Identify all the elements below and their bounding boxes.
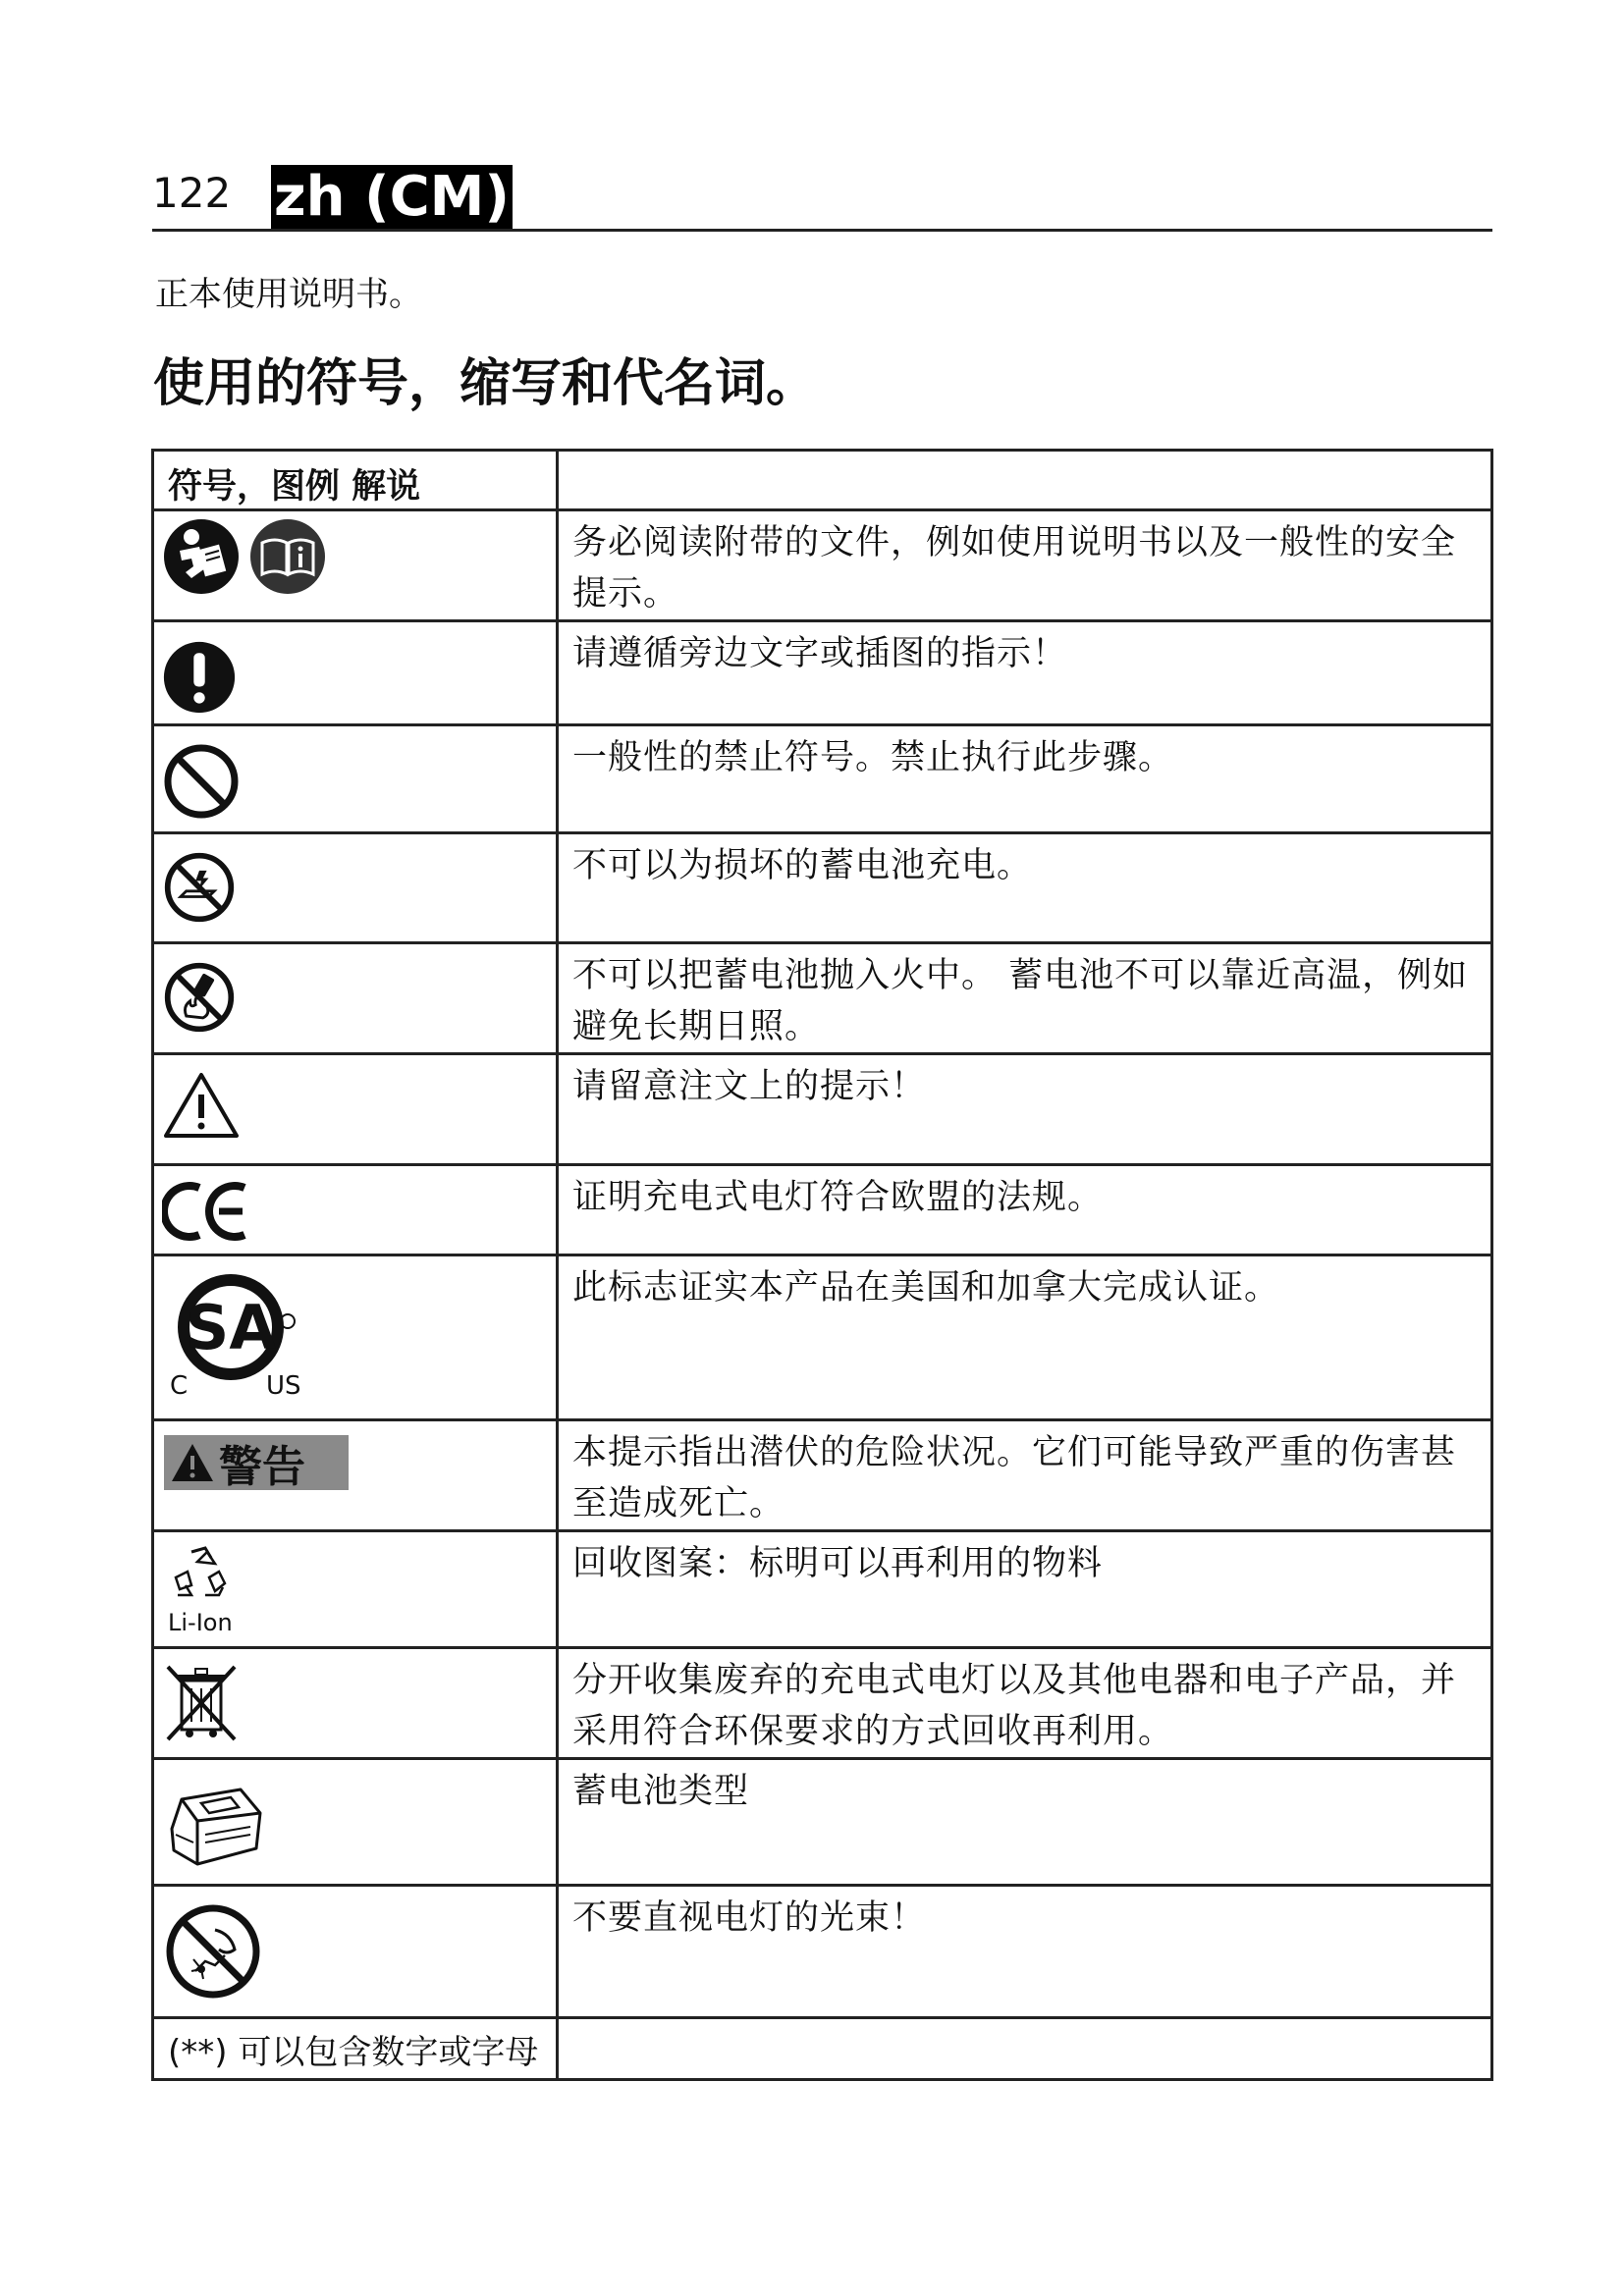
symbols-table xyxy=(151,449,1493,2081)
row-description: 回收图案：标明可以再利用的物料 xyxy=(558,1531,1492,1648)
row-description: 一般性的禁止符号。禁止执行此步骤。 xyxy=(558,725,1492,833)
language-badge: zh (CM) xyxy=(271,165,513,230)
battery-pack-icon xyxy=(162,1770,270,1878)
recycling-li-ion-icon xyxy=(162,1542,250,1640)
csa-mark-text: SA xyxy=(185,1292,277,1363)
warning-triangle-icon xyxy=(162,1071,241,1140)
table-row xyxy=(153,1420,1492,1531)
no-battery-in-fire-icon xyxy=(162,960,237,1035)
table-row xyxy=(153,1531,1492,1648)
page-number: 122 xyxy=(152,169,232,217)
prohibition-icon xyxy=(162,742,241,821)
warning-label-text: 警告 xyxy=(219,1442,305,1492)
table-row xyxy=(153,1886,1492,2018)
li-ion-label: Li-Ion xyxy=(168,1609,233,1636)
table-header-row xyxy=(153,451,1492,510)
warning-label-icon xyxy=(164,1435,349,1490)
table-row xyxy=(153,943,1492,1054)
row-description: 蓄电池类型 xyxy=(558,1759,1492,1886)
row-description: 此标志证实本产品在美国和加拿大完成认证。 xyxy=(558,1255,1492,1420)
table-row xyxy=(153,1054,1492,1165)
row-description: 不可以把蓄电池抛入火中。 蓄电池不可以靠近高温，例如 避免长期日照。 xyxy=(558,943,1492,1054)
manual-info-icon xyxy=(248,517,327,596)
warning-triangle-icon xyxy=(170,1440,215,1485)
csa-mark-icon xyxy=(162,1268,329,1406)
row-description: 证明充电式电灯符合欧盟的法规。 xyxy=(558,1165,1492,1255)
table-row xyxy=(153,833,1492,943)
table-row xyxy=(153,621,1492,725)
header-divider xyxy=(152,229,1492,232)
row-description: 请遵循旁边文字或插图的指示！ xyxy=(558,621,1492,725)
mandatory-exclamation-icon xyxy=(162,640,237,715)
table-row xyxy=(153,1255,1492,1420)
table-row xyxy=(153,1759,1492,1886)
intro-text: 正本使用说明书。 xyxy=(155,275,422,314)
no-direct-beam-icon xyxy=(162,1900,264,2002)
table-row xyxy=(153,1648,1492,1759)
section-heading: 使用的符号，缩写和代名词。 xyxy=(153,354,818,413)
ce-mark-icon xyxy=(162,1180,250,1243)
table-row xyxy=(153,1165,1492,1255)
no-charge-damaged-battery-icon xyxy=(162,850,237,925)
table-row xyxy=(153,510,1492,621)
column-header-symbol: 符号，图例 解说 xyxy=(153,451,558,510)
row-description: 分开收集废弃的充电式电灯以及其他电器和电子产品，并采用符合环保要求的方式回收再利用。 xyxy=(558,1648,1492,1759)
row-description: 不可以为损坏的蓄电池充电。 xyxy=(558,833,1492,943)
crossed-bin-icon xyxy=(162,1663,241,1743)
table-row xyxy=(153,725,1492,833)
csa-c-label: C xyxy=(170,1371,189,1401)
column-header-description xyxy=(558,451,1492,510)
csa-us-label: US xyxy=(266,1371,301,1401)
read-manual-person-icon xyxy=(162,517,241,596)
row-description: 务必阅读附带的文件，例如使用说明书以及一般性的安全提示。 xyxy=(558,510,1492,621)
row-description: 不要直视电灯的光束！ xyxy=(558,1886,1492,2018)
table-footnote-row xyxy=(153,2018,1492,2080)
row-description: 本提示指出潜伏的危险状况。它们可能导致严重的伤害甚至造成死亡。 xyxy=(558,1420,1492,1531)
row-description: 请留意注文上的提示！ xyxy=(558,1054,1492,1165)
footnote: (**) 可以包含数字或字母 xyxy=(168,2033,539,2072)
